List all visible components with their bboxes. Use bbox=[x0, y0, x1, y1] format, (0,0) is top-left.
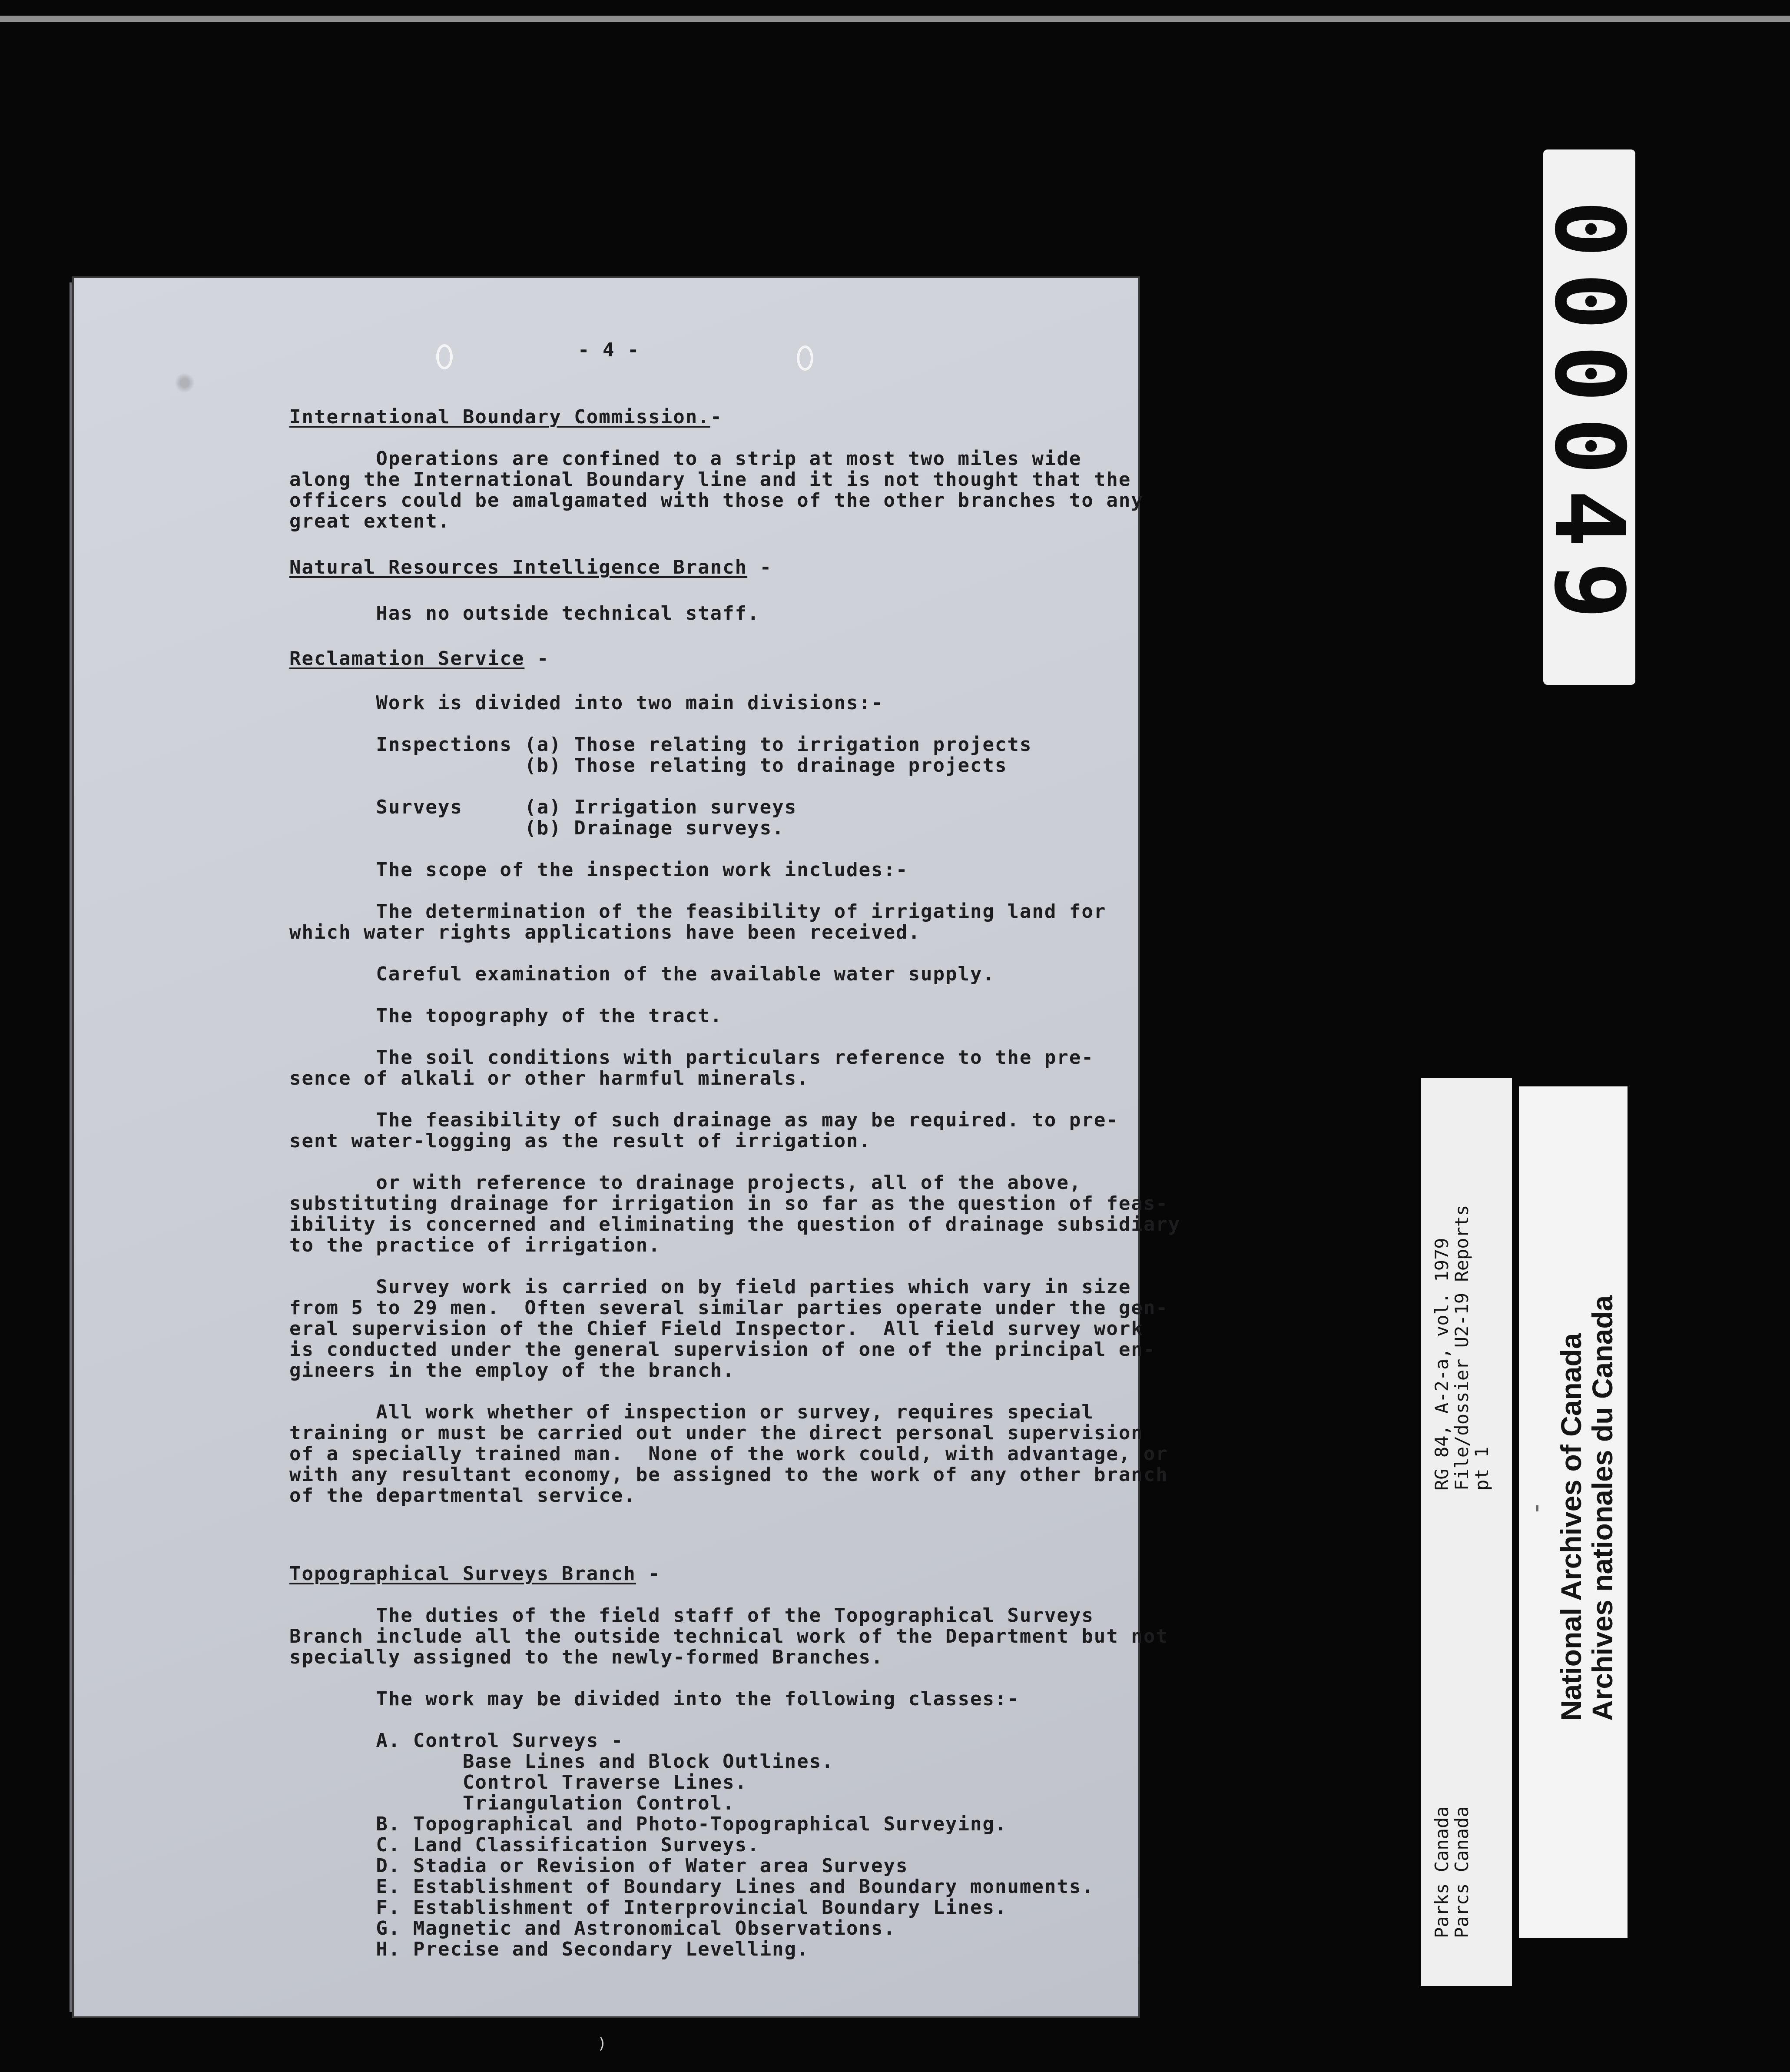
rs-line: The determination of the feasibility of irrigating land for bbox=[289, 900, 1107, 923]
frame-number: 000049 bbox=[1534, 200, 1645, 634]
tsb-line: E. Establishment of Boundary Lines and Boundary monuments. bbox=[289, 1876, 1094, 1898]
tsb-body bbox=[289, 1605, 1168, 1960]
ibc-paragraph bbox=[289, 448, 1144, 532]
tsb-line bbox=[289, 1668, 1168, 1689]
tsb-line: F. Establishment of Interprovincial Boundary Lines. bbox=[289, 1896, 1008, 1919]
tsb-line: B. Topographical and Photo-Topographical Surveying. bbox=[289, 1813, 1008, 1835]
punch-hole-left bbox=[436, 344, 453, 369]
rs-line: The topography of the tract. bbox=[289, 1005, 723, 1027]
rs-body bbox=[289, 693, 1180, 1506]
tsb-line: specially assigned to the newly-formed Branches. bbox=[289, 1646, 884, 1668]
top-rule bbox=[0, 16, 1790, 22]
rs-line bbox=[289, 943, 1180, 964]
tsb-line: C. Land Classification Surveys. bbox=[289, 1834, 760, 1856]
archival-reference: RG 84, A-2-a, vol. 1979 File/dossier U2-19 Reports pt 1 bbox=[1431, 1205, 1492, 1491]
rs-line bbox=[289, 1256, 1180, 1277]
rs-line: of a specially trained man. None of the work could, with advantage, or bbox=[289, 1443, 1168, 1465]
ibc-line: officers could be amalgamated with those of the other branches to any bbox=[289, 489, 1144, 511]
rs-line: All work whether of inspection or survey, requires special bbox=[289, 1401, 1094, 1423]
tsb-heading: Topographical Surveys Branch - bbox=[289, 1563, 661, 1585]
rs-line: Survey work is carried on by field parties which vary in size bbox=[289, 1276, 1131, 1298]
ibc-line: Operations are confined to a strip at most two miles wide bbox=[289, 448, 1082, 470]
rs-line: which water rights applications have been received. bbox=[289, 921, 921, 943]
tsb-line: G. Magnetic and Astronomical Observations. bbox=[289, 1917, 896, 1939]
page-number: - 4 - bbox=[578, 339, 640, 361]
rs-line: Surveys (a) Irrigation surveys bbox=[289, 796, 797, 818]
rs-line bbox=[289, 1152, 1180, 1172]
rs-line: eral supervision of the Chief Field Inspector. All field survey work bbox=[289, 1318, 1144, 1340]
rs-line: ibility is concerned and eliminating the question of drainage subsidiary bbox=[289, 1213, 1181, 1235]
rs-heading: Reclamation Service - bbox=[289, 648, 550, 670]
punch-hole-right bbox=[797, 345, 813, 371]
archives-name: National Archives of Canada Archives nationales du Canada bbox=[1555, 1295, 1618, 1721]
rs-line bbox=[289, 1381, 1180, 1402]
rs-line: The scope of the inspection work includes:- bbox=[289, 859, 908, 881]
tsb-line: Base Lines and Block Outlines. bbox=[289, 1750, 834, 1773]
tsb-line bbox=[289, 1710, 1168, 1730]
rs-line: (b) Drainage surveys. bbox=[289, 817, 785, 839]
nrib-heading: Natural Resources Intelligence Branch - bbox=[289, 556, 772, 578]
rs-line: training or must be carried out under the direct personal supervision bbox=[289, 1422, 1144, 1444]
rs-line bbox=[289, 776, 1180, 797]
rs-line: from 5 to 29 men. Often several similar parties operate under the gen- bbox=[289, 1297, 1168, 1319]
rs-line bbox=[289, 1089, 1180, 1110]
tsb-line: Triangulation Control. bbox=[289, 1792, 735, 1814]
rs-line: with any resultant economy, be assigned to the work of any other branch bbox=[289, 1464, 1168, 1486]
tsb-line: The duties of the field staff of the Topographical Surveys bbox=[289, 1604, 1094, 1627]
rs-line: of the departmental service. bbox=[289, 1484, 636, 1507]
rs-line: (b) Those relating to drainage projects bbox=[289, 754, 1008, 777]
bottom-mark: ) bbox=[599, 2035, 605, 2052]
rs-line: sence of alkali or other harmful minerals. bbox=[289, 1067, 809, 1089]
rs-line bbox=[289, 714, 1180, 734]
rs-line: substituting drainage for irrigation in so far as the question of feas- bbox=[289, 1192, 1168, 1215]
rs-line bbox=[289, 1026, 1180, 1047]
rs-line: gineers in the employ of the branch. bbox=[289, 1359, 735, 1381]
rs-line: Careful examination of the available water supply. bbox=[289, 963, 995, 985]
nrib-paragraph: Has no outside technical staff. bbox=[289, 602, 760, 624]
parks-canada-label: Parks Canada Parcs Canada bbox=[1431, 1806, 1472, 1938]
rs-line: Work is divided into two main divisions:- bbox=[289, 692, 884, 714]
tsb-line: Branch include all the outside technical work of the Department but not bbox=[289, 1625, 1168, 1647]
tsb-line: A. Control Surveys - bbox=[289, 1730, 624, 1752]
tsb-line: Control Traverse Lines. bbox=[289, 1771, 748, 1793]
rs-line: is conducted under the general supervision of one of the principal en- bbox=[289, 1338, 1156, 1361]
rs-line: to the practice of irrigation. bbox=[289, 1234, 661, 1256]
tsb-line: The work may be divided into the following classes:- bbox=[289, 1688, 1020, 1710]
rs-line: The soil conditions with particulars reference to the pre- bbox=[289, 1046, 1094, 1069]
scan-tick bbox=[1536, 1505, 1538, 1511]
ibc-heading: International Boundary Commission.- bbox=[289, 406, 723, 428]
ink-blot bbox=[175, 373, 195, 393]
rs-line: Inspections (a) Those relating to irrigation projects bbox=[289, 734, 1032, 756]
rs-line: or with reference to drainage projects, all of the above, bbox=[289, 1172, 1082, 1194]
rs-line bbox=[289, 880, 1180, 901]
ibc-line: along the International Boundary line and it is not thought that the bbox=[289, 468, 1131, 491]
tsb-line: D. Stadia or Revision of Water area Surveys bbox=[289, 1855, 908, 1877]
rs-line: sent water-logging as the result of irrigation. bbox=[289, 1130, 872, 1152]
rs-line bbox=[289, 985, 1180, 1006]
ibc-line: great extent. bbox=[289, 510, 451, 532]
rs-line: The feasibility of such drainage as may be required. to pre- bbox=[289, 1109, 1119, 1131]
rs-line bbox=[289, 839, 1180, 860]
tsb-line: H. Precise and Secondary Levelling. bbox=[289, 1938, 809, 1960]
